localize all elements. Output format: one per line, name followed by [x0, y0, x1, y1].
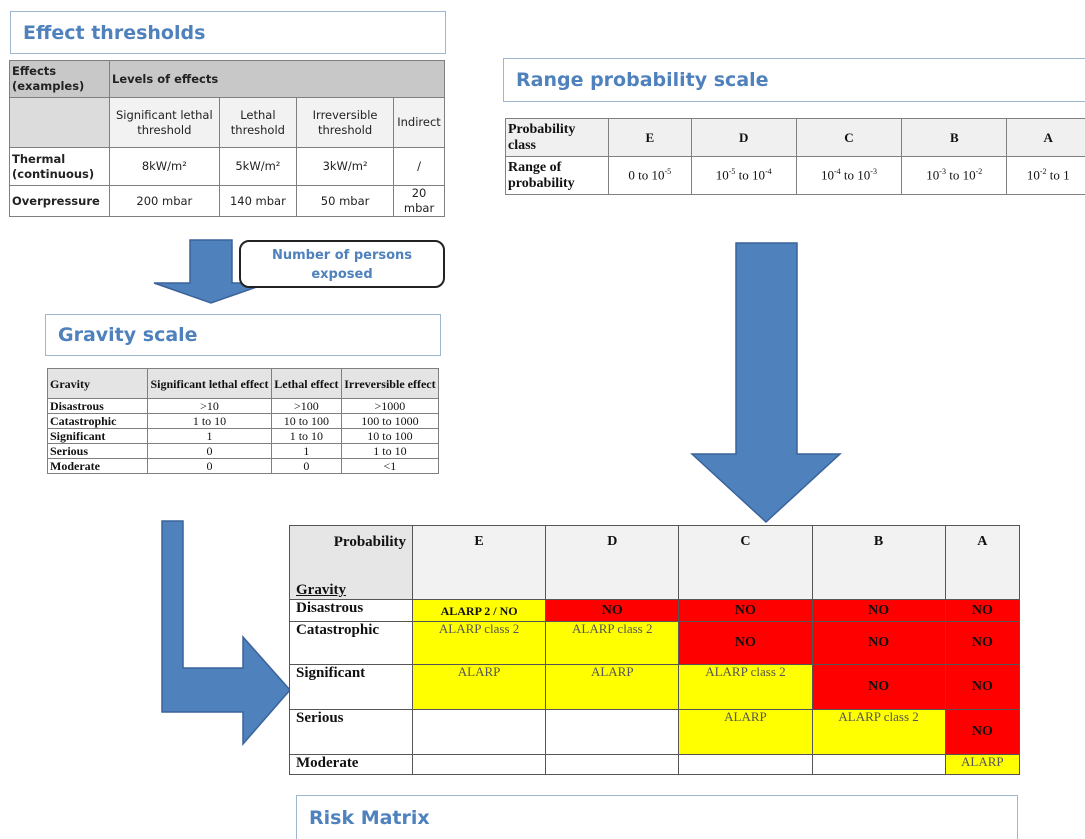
cell-value: 50 mbar [297, 186, 394, 217]
cell-value: / [394, 148, 445, 186]
range-probability-title: Range probability scale [503, 58, 1085, 102]
cell-value: 1 to 10 [341, 444, 438, 459]
probability-class: B [902, 119, 1007, 157]
gravity-header: Lethal effect [271, 369, 341, 399]
arrow-down-right [692, 243, 840, 522]
probability-class: C [796, 119, 901, 157]
probability-class: D [691, 119, 796, 157]
probability-range: 0 to $10^{-5}$ [609, 157, 692, 195]
probability-class: A [1007, 119, 1085, 157]
risk-cell: NO [945, 622, 1019, 665]
cell-value: <1 [341, 459, 438, 474]
header-gravity: Gravity [48, 369, 148, 399]
row-label: Serious [48, 444, 148, 459]
probability-range: $10^{-5}$ to $10^{-4}$ [691, 157, 796, 195]
matrix-row-label: Moderate [290, 755, 413, 775]
gravity-header: Significant lethal effect [148, 369, 272, 399]
probability-range: $10^{-2}$ to 1 [1007, 157, 1085, 195]
risk-cell: ALARP class 2 [679, 665, 812, 710]
risk-cell [812, 755, 945, 775]
risk-cell [413, 755, 546, 775]
subheader: Indirect [394, 98, 445, 148]
risk-cell: ALARP class 2 [413, 622, 546, 665]
cell-value: 0 [148, 459, 272, 474]
risk-cell: ALARP class 2 [546, 622, 679, 665]
risk-cell [546, 755, 679, 775]
probability-range: $10^{-4}$ to $10^{-3}$ [796, 157, 901, 195]
corner-probability: Probability [333, 534, 406, 550]
matrix-col-header: E [413, 526, 546, 600]
risk-cell: ALARP class 2 [812, 710, 945, 755]
matrix-row-label: Catastrophic [290, 622, 413, 665]
row-label: Probability class [506, 119, 609, 157]
callout-line1: Number of persons [271, 248, 413, 263]
risk-cell: NO [812, 665, 945, 710]
cell-value: 20 mbar [394, 186, 445, 217]
cell-value: 100 to 1000 [341, 414, 438, 429]
matrix-col-header: C [679, 526, 812, 600]
risk-cell [546, 710, 679, 755]
gravity-scale-title: Gravity scale [45, 314, 441, 356]
cell-value: >10 [148, 399, 272, 414]
risk-cell: ALARP [546, 665, 679, 710]
effect-thresholds-title: Effect thresholds [10, 11, 446, 54]
cell-value: 1 [271, 444, 341, 459]
header-effects: Effects (examples) [10, 61, 110, 98]
cell-value: 0 [271, 459, 341, 474]
header-levels: Levels of effects [110, 61, 445, 98]
matrix-row-label: Significant [290, 665, 413, 710]
persons-exposed-callout [239, 240, 445, 288]
row-label: Thermal (continuous) [10, 148, 110, 186]
cell-value: 3kW/m² [297, 148, 394, 186]
cell-value: 200 mbar [110, 186, 220, 217]
row-label: Range of probability [506, 157, 609, 195]
cell-value: 10 to 100 [341, 429, 438, 444]
risk-cell: ALARP [679, 710, 812, 755]
range-probability-table [505, 118, 1085, 195]
gravity-scale-table [47, 368, 439, 474]
matrix-corner [290, 526, 413, 600]
arrow-elbow [162, 521, 290, 744]
probability-range: $10^{-3}$ to $10^{-2}$ [902, 157, 1007, 195]
row-label: Moderate [48, 459, 148, 474]
risk-matrix-table [289, 525, 1020, 775]
subheader: Irreversible threshold [297, 98, 394, 148]
row-label: Catastrophic [48, 414, 148, 429]
risk-cell: ALARP [945, 755, 1019, 775]
probability-class: E [609, 119, 692, 157]
subheader: Lethal threshold [219, 98, 296, 148]
corner-gravity: Gravity [296, 582, 346, 598]
cell-value: >1000 [341, 399, 438, 414]
cell-value: 8kW/m² [110, 148, 220, 186]
risk-cell [413, 710, 546, 755]
cell-value: 1 to 10 [271, 429, 341, 444]
risk-cell: NO [945, 600, 1019, 622]
gravity-header: Irreversible effect [341, 369, 438, 399]
risk-cell: NO [546, 600, 679, 622]
matrix-row-label: Disastrous [290, 600, 413, 622]
matrix-col-header: A [945, 526, 1019, 600]
callout-line2: exposed [311, 267, 373, 282]
cell-value: 10 to 100 [271, 414, 341, 429]
risk-cell: NO [945, 710, 1019, 755]
row-label: Significant [48, 429, 148, 444]
matrix-col-header: D [546, 526, 679, 600]
cell-value: 140 mbar [219, 186, 296, 217]
matrix-col-header: B [812, 526, 945, 600]
risk-cell: ALARP [413, 665, 546, 710]
subheader: Significant lethal threshold [110, 98, 220, 148]
risk-cell: ALARP 2 / NO [413, 600, 546, 622]
risk-cell: NO [812, 600, 945, 622]
risk-cell: NO [679, 622, 812, 665]
risk-cell [679, 755, 812, 775]
cell-value: 1 [148, 429, 272, 444]
risk-cell: NO [945, 665, 1019, 710]
row-label: Disastrous [48, 399, 148, 414]
cell-value: 0 [148, 444, 272, 459]
risk-matrix-title: Risk Matrix [296, 795, 1018, 839]
effect-thresholds-table [9, 60, 445, 217]
cell-value: 1 to 10 [148, 414, 272, 429]
cell-value: 5kW/m² [219, 148, 296, 186]
cell-value: >100 [271, 399, 341, 414]
risk-cell: NO [812, 622, 945, 665]
row-label: Overpressure [10, 186, 110, 217]
blank-cell [10, 98, 110, 148]
risk-cell: NO [679, 600, 812, 622]
matrix-row-label: Serious [290, 710, 413, 755]
